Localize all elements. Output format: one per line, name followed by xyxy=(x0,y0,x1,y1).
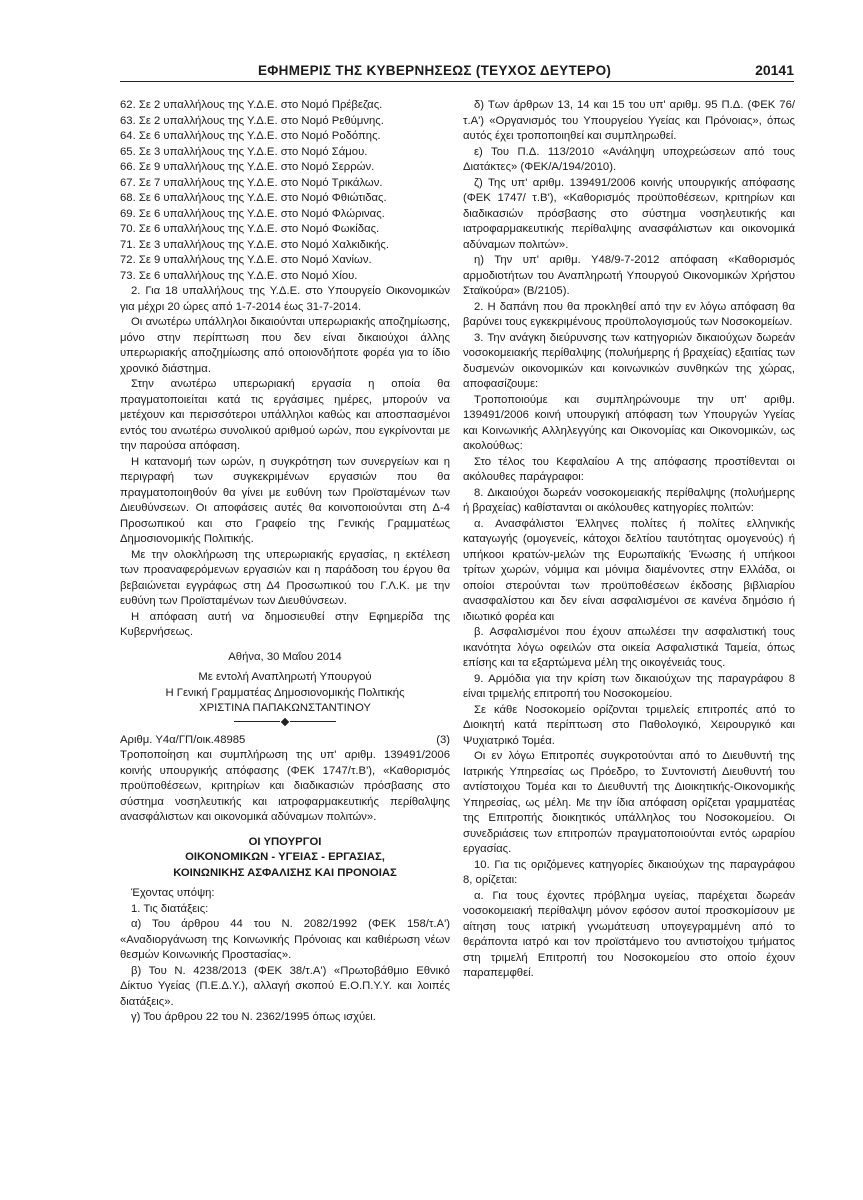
list-item: 67. Σε 7 υπαλλήλους της Υ.Δ.Ε. στο Νομό Τρικάλων. xyxy=(120,176,383,189)
decision-summary: Τροποποίηση και συμπλήρωση της υπ' αριθμ. 139491/2006 κοινής υπουργικής απόφασης (ΦΕΚ 1747/τ.Β'), «Καθορισμός προϋποθέσεων, κριτηρίων και διαδικασιών πρόσβασης στο σύστημα νοσηλευτικής και ιατροφαρμακευτικής περίθαλψης ανασφάλιστων και οικονομικά αδύναμων πολιτών». xyxy=(120,749,450,823)
paragraph: Η κατανομή των ωρών, η συγκρότηση των συνεργείων και η περιγραφή των συγκεκριμένων εργασιών που θα πραγματοποιηθούν θα γίνει με ευθύνη των Προϊσταμένων των Διευθύνσεων. Οι αποφάσεις αυτές θα κοινοποιούνται στη Δ-4 Προσωπικού και στο Γραφείο της Γενικής Γραμματέως Δημοσιονομικής Πολιτικής. xyxy=(120,455,450,545)
paragraph: 2. Για 18 υπαλλήλους της Υ.Δ.Ε. στο Υπουργείο Οικονομικών για μέχρι 20 ώρες από 1-7-2014 έως 31-7-2014. xyxy=(120,285,450,313)
paragraph: α. Για τους έχοντες πρόβλημα υγείας, παρέχεται δωρεάν νοσοκομειακή περίθαλψη μόνον εφόσον αυτοί προσκομίσουν με αίτηση τους ιατρική γνωμάτευση υπογεγραμμένη από το θεράποντα ιατρό και τον προϊστάμενο του αντιστοίχου τμήματος στη τριμελή Επιτροπή του Νοσοκομείου στο οποίο έχουν παραπεμφθεί. xyxy=(463,889,795,979)
list-item: 73. Σε 6 υπαλλήλους της Υ.Δ.Ε. στο Νομό Χίου. xyxy=(120,269,358,282)
paragraph: ζ) Της υπ' αριθμ. 139491/2006 κοινής υπουργικής απόφασης (ΦΕΚ 1747/ τ.Β'), «Καθορισμός προϋποθέσεων, κριτηρίων και διαδικασιών πρόσβασης στο σύστημα νοσηλευτικής και ιατροφαρμακευτικής περίθαλψης ανασφάλιστων και οικονομικά αδύναμων πολιτών». xyxy=(463,176,795,251)
paragraph: α. Ανασφάλιστοι Έλληνες πολίτες ή πολίτες ελληνικής καταγωγής (ομογενείς, κάτοχοι δελτίου ταυτότητας ομογενούς) ή υπήκοοι κρατών-μελών της Ευρωπαϊκής Ένωσης ή υπήκοοι τρίτων χωρών, νόμιμα και μόνιμα διαμένοντες στην Ελλάδα, οι οποίοι στερούνται των προϋποθέσεων έκδοσης βιβλιαρίου ανασφαλίστου και δεν είναι ασφαλισμένοι σε κανένα δημόσιο ή ιδιωτικό φορέα και xyxy=(463,517,795,623)
list-item: 63. Σε 2 υπαλλήλους της Υ.Δ.Ε. στο Νομό Ρεθύμνης. xyxy=(120,114,384,127)
paragraph: Σε κάθε Νοσοκομείο ορίζονται τριμελείς επιτροπές από το Διοικητή κατά περίπτωση στο Παθολογικό, Χειρουργικό και Ψυχιατρικό Τομέα. xyxy=(463,703,795,747)
paragraph: δ) Των άρθρων 13, 14 και 15 του υπ' αριθμ. 95 Π.Δ. (ΦΕΚ 76/τ.Α') «Οργανισμός του Υπουργείου Υγείας και Πρόνοιας», όπως αυτός έχει τροποποιηθεί και συμπληρωθεί. xyxy=(463,99,795,142)
paragraph: 3. Την ανάγκη διεύρυνσης των κατηγοριών δικαιούχων δωρεάν νοσοκομειακής περίθαλψης (πολυήμερης ή βραχείας) εξαιτίας των δυσμενών οικονομικών και κοινωνικών συνθηκών της χώρας, αποφασίζουμε: xyxy=(463,331,795,390)
list-item: 70. Σε 6 υπαλλήλους της Υ.Δ.Ε. στο Νομό Φωκίδας. xyxy=(120,223,380,235)
page-header xyxy=(120,58,794,82)
list-item: 62. Σε 2 υπαλλήλους της Υ.Δ.Ε. στο Νομό Πρέβεζας. xyxy=(120,99,383,111)
ministers-title: ΟΙΚΟΝΟΜΙΚΩΝ - ΥΓΕΙΑΣ - ΕΡΓΑΣΙΑΣ, xyxy=(185,851,385,863)
paragraph: α) Του άρθρου 44 του Ν. 2082/1992 (ΦΕΚ 158/τ.Α') «Αναδιοργάνωση της Κοινωνικής Πρόνοιας και καθιέρωση νέων θεσμών Κοινωνικής Προστασίας». xyxy=(120,918,450,961)
ministers-title: ΚΟΙΝΩΝΙΚΗΣ ΑΣΦΑΛΙΣΗΣ ΚΑΙ ΠΡΟΝΟΙΑΣ xyxy=(173,866,397,879)
ministers-title: ΟΙ ΥΠΟΥΡΓΟΙ xyxy=(248,835,322,848)
list-item: 69. Σε 6 υπαλλήλους της Υ.Δ.Ε. στο Νομό Φλώρινας. xyxy=(120,207,385,220)
paragraph: Οι εν λόγω Επιτροπές συγκροτούνται από το Διευθυντή της Ιατρικής Υπηρεσίας ως Πρόεδρο, το Συντονιστή Διευθυντή του αντίστοιχου Τομέα και το Διευθυντή της Διοικητικής-Οικονομικής Υπηρεσίας, ως μέλη. Με την ίδια απόφαση ορίζεται γραμματέας της Επιτροπής διοικητικός υπάλληλος του Νοσοκομείου. Οι συνεδριάσεις των επιτροπών πραγματοποιούνται εντός ωραρίου εργασίας. xyxy=(463,750,795,855)
signature-order: Με εντολή Αναπληρωτή Υπουργού xyxy=(198,671,372,683)
list-item: 64. Σε 6 υπαλλήλους της Υ.Δ.Ε. στο Νομό Ροδόπης. xyxy=(120,130,381,142)
page-number: 20141 xyxy=(755,62,794,78)
paragraph: ε) Του Π.Δ. 113/2010 «Ανάληψη υποχρεώσεων από τους Διατάκτες» (ΦΕΚ/Α/194/2010). xyxy=(463,145,795,173)
gazette-title: ΕΦΗΜΕΡΙΣ ΤΗΣ ΚΥΒΕΡΝΗΣΕΩΣ (ΤΕΥΧΟΣ ΔΕΥΤΕΡΟ) xyxy=(258,63,612,78)
list-item: 68. Σε 6 υπαλλήλους της Υ.Δ.Ε. στο Νομό Φθιώτιδας. xyxy=(120,192,387,204)
paragraph: Με την ολοκλήρωση της υπερωριακής εργασίας, η εκτέλεση των προαναφερόμενων εργασιών και η παράδοση του έργου θα βεβαιώνεται εγγράφως στη Δ4 Προσωπικού του Γ.Λ.Κ. με την ευθύνη των Προϊσταμένων των Διευθύνσεων. xyxy=(120,548,450,607)
signature-role: Η Γενική Γραμματέας Δημοσιονομικής Πολιτικής xyxy=(165,686,405,699)
signature-name: ΧΡΙΣΤΙΝΑ ΠΑΠΑΚΩΝΣΤΑΝΤΙΝΟΥ xyxy=(199,702,371,714)
paragraph: 9. Αρμόδια για την κρίση των δικαιούχων της παραγράφου 8 είναι τριμελής επιτροπή του Νοσοκομείου. xyxy=(463,672,795,700)
header-rule xyxy=(120,81,794,82)
paragraph: β) Του Ν. 4238/2013 (ΦΕΚ 38/τ.Α') «Πρωτοβάθμιο Εθνικό Δίκτυο Υγείας (Π.Ε.Δ.Υ.), αλλαγή σκοπού Ε.Ο.Π.Υ.Υ. και λοιπές διατάξεις». xyxy=(120,964,450,1008)
paragraph: Τροποποιούμε και συμπληρώνουμε την υπ' αριθμ. 139491/2006 κοινή υπουργική απόφαση των Υπουργών Υγείας και Κοινωνικής Αλληλεγγύης και Οικονομίας και Οικονομικών, ως ακολούθως: xyxy=(463,393,795,452)
left-column xyxy=(120,98,450,1026)
list-item: 65. Σε 3 υπαλλήλους της Υ.Δ.Ε. στο Νομό Σάμου. xyxy=(120,145,368,158)
list-item: 72. Σε 9 υπαλλήλους της Υ.Δ.Ε. στο Νομό Χανίων. xyxy=(120,254,372,266)
paragraph: 1. Τις διατάξεις: xyxy=(131,902,209,915)
list-item: 66. Σε 9 υπαλλήλους της Υ.Δ.Ε. στο Νομό Σερρών. xyxy=(120,161,375,173)
reference-index: (3) xyxy=(436,733,450,746)
section-divider xyxy=(120,719,450,725)
paragraph: Οι ανωτέρω υπάλληλοι δικαιούνται υπερωριακής αποζημίωσης, μόνο στην περίπτωση που δεν είναι δικαιούχοι άλλης υπερωριακής αποζημίωσης από οποιονδήποτε φορέα για το ίδιο χρονικό διάστημα. xyxy=(120,316,450,375)
reference-number: Αριθμ. Υ4α/ΓΠ/οικ.48985 xyxy=(120,733,246,746)
paragraph: Στην ανωτέρω υπερωριακή εργασία η οποία θα πραγματοποιείται κατά τις εργάσιμες ημέρες, μπορούν να μετέχουν και περισσότεροι υπάλληλοι καθώς και αποσπασμένοι εντός του ανωτέρω συνολικού αριθμού ωρών, που εγκρίνονται με την παρούσα απόφαση. xyxy=(120,378,450,452)
paragraph: 10. Για τις οριζόμενες κατηγορίες δικαιούχων της παραγράφου 8, ορίζεται: xyxy=(463,858,795,886)
paragraph: Η απόφαση αυτή να δημοσιευθεί στην Εφημερίδα της Κυβερνήσεως. xyxy=(120,610,450,638)
decision-reference xyxy=(120,733,450,749)
paragraph: Έχοντας υπόψη: xyxy=(131,887,215,899)
paragraph: 2. Η δαπάνη που θα προκληθεί από την εν λόγω απόφαση θα βαρύνει τους εγκεκριμένους προϋπολογισμούς των Νοσοκομείων. xyxy=(463,300,795,328)
paragraph: η) Την υπ' αριθμ. Υ48/9-7-2012 απόφαση «Καθορισμός αρμοδιοτήτων του Αναπληρωτή Υπουργού Οικονομικών Χρήστου Σταϊκούρα» (Β/2105). xyxy=(463,254,795,297)
paragraph: β. Ασφαλισμένοι που έχουν απωλέσει την ασφαλιστική τους ικανότητα λόγω οφειλών στα οικεία Ασφαλιστικά Ταμεία, όπως επίσης και τα εξαρτώμενα μέλη της οικογένειάς τους. xyxy=(463,626,795,669)
paragraph: Στο τέλος του Κεφαλαίου Α της απόφασης προστίθενται οι ακόλουθες παράγραφοι: xyxy=(463,455,795,483)
signature-place-date: Αθήνα, 30 Μαΐου 2014 xyxy=(228,650,342,663)
right-column xyxy=(463,98,795,982)
paragraph: γ) Του άρθρου 22 του Ν. 2362/1995 όπως ισχύει. xyxy=(131,1011,376,1023)
paragraph: 8. Δικαιούχοι δωρεάν νοσοκομειακής περίθαλψης (πολυήμερης ή βραχείας) καθίστανται οι ακόλουθες κατηγορίες πολιτών: xyxy=(463,486,795,514)
list-item: 71. Σε 3 υπαλλήλους της Υ.Δ.Ε. στο Νομό Χαλκιδικής. xyxy=(120,238,389,251)
